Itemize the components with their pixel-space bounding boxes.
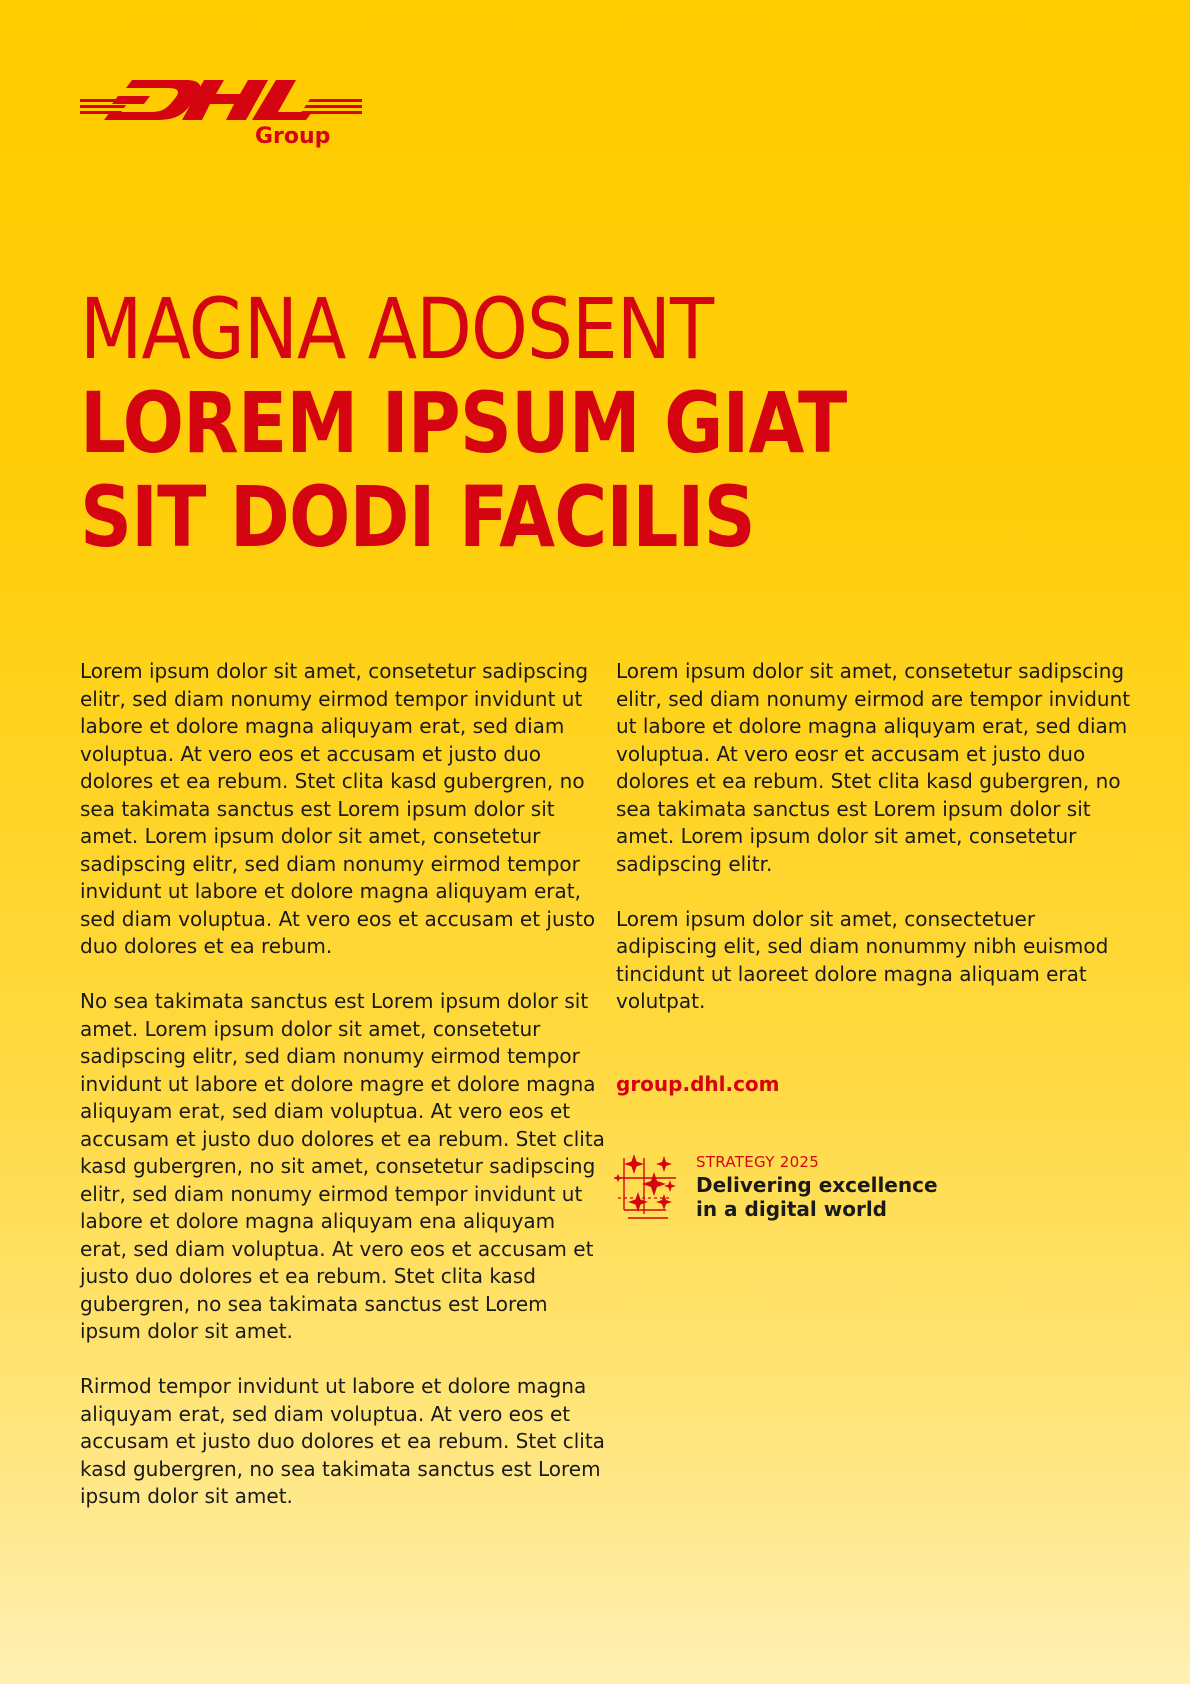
text-line: Lorem ipsum dolor sit amet, consectetuer xyxy=(616,906,1036,931)
text-line: Lorem ipsum dolor sit amet, consetetur sadipscing xyxy=(80,659,589,683)
paragraph xyxy=(616,658,1131,878)
text-line: kasd gubergren, no sea takimata sanctus est Lorem xyxy=(80,1456,601,1481)
strategy-badge xyxy=(614,1152,954,1222)
text-line: ipsum dolor sit amet. xyxy=(80,1319,293,1343)
text-line: invidunt ut labore et dolore magre et dolore magna xyxy=(80,1071,596,1096)
text-line: sed diam voluptua. At vero eos et accusam et justo xyxy=(80,906,596,931)
text-line: duo dolores et ea rebum. xyxy=(80,934,333,958)
text-line: Rirmod tempor invidunt ut labore et dolore magna xyxy=(80,1374,587,1398)
text-line: sea takimata sanctus est Lorem ipsum dolor sit xyxy=(80,796,555,821)
text-line: aliquyam erat, sed diam voluptua. At vero eos et xyxy=(80,1099,571,1123)
text-line: ipsum dolor sit amet. xyxy=(80,1484,293,1508)
text-line: labore et dolore magna aliquyam erat, sed diam xyxy=(80,714,565,738)
text-line: kasd gubergren, no sit amet, consetetur sadipscing xyxy=(80,1154,596,1178)
text-line: accusam et justo duo dolores et ea rebum. Stet clita xyxy=(80,1429,605,1453)
right-text-column xyxy=(616,658,1131,1043)
text-line: voluptua. At vero eos et accusam et justo duo xyxy=(80,741,541,766)
paragraph xyxy=(80,658,596,961)
text-line: labore et dolore magna aliquyam ena aliquyam xyxy=(80,1209,556,1233)
text-line: accusam et justo duo dolores et ea rebum. Stet clita xyxy=(80,1126,605,1151)
text-line: Lorem ipsum dolor sit amet, consetetur sadipscing xyxy=(616,659,1125,683)
text-line: invidunt ut labore et dolore magna aliquyam erat, xyxy=(80,879,581,903)
headline xyxy=(80,282,1080,564)
text-line: voluptua. At vero eosr et accusam et justo duo xyxy=(616,741,1086,766)
text-line: gubergren, no sea takimata sanctus est Lorem xyxy=(80,1291,548,1316)
text-line: justo duo dolores et ea rebum. Stet clita kasd xyxy=(80,1264,536,1288)
text-line: elitr, sed diam nonumy eirmod tempor invidunt ut xyxy=(80,1181,583,1206)
left-text-column xyxy=(80,658,605,1538)
logo-group-label: Group xyxy=(255,124,331,149)
text-line: adipiscing elit, sed diam nonummy nibh euismod xyxy=(616,934,1109,958)
dhl-logo-icon xyxy=(80,78,362,124)
text-line: erat, sed diam voluptua. At vero eos et accusam et xyxy=(80,1236,594,1261)
headline-title-line-2: SIT DODI FACILIS xyxy=(80,468,755,566)
text-line: sadipscing elitr, sed diam nonumy eirmod tempor xyxy=(80,1044,580,1068)
text-line: No sea takimata sanctus est Lorem ipsum dolor sit xyxy=(80,989,589,1013)
text-line: tincidunt ut laoreet dolore magna aliquam erat xyxy=(616,961,1087,986)
paragraph xyxy=(616,906,1116,1016)
headline-title-line-1: LOREM IPSUM GIAT xyxy=(80,374,847,472)
text-line: amet. Lorem ipsum dolor sit amet, consetetur xyxy=(80,824,541,848)
headline-kicker: MAGNA ADOSENT xyxy=(80,280,714,378)
text-line: amet. Lorem ipsum dolor sit amet, consetetur xyxy=(616,824,1077,848)
text-line: elitr, sed diam nonumy eirmod tempor invidunt ut xyxy=(80,686,583,711)
text-line: ut labore et dolore magna aliquyam erat, sed diam xyxy=(616,714,1128,738)
text-line: dolores et ea rebum. Stet clita kasd gubergren, no xyxy=(616,769,1121,793)
text-line: sadipscing elitr, sed diam nonumy eirmod tempor xyxy=(80,851,580,876)
text-line: amet. Lorem ipsum dolor sit amet, consetetur xyxy=(80,1016,541,1041)
text-line: volutpat. xyxy=(616,989,706,1013)
text-line: dolores et ea rebum. Stet clita kasd gubergren, no xyxy=(80,769,585,793)
text-line: aliquyam erat, sed diam voluptua. At vero eos et xyxy=(80,1401,571,1426)
strategy-title xyxy=(696,1173,938,1221)
strategy-title-line-1: Delivering excellence xyxy=(696,1173,938,1197)
strategy-kicker: STRATEGY 2025 xyxy=(696,1153,820,1171)
text-line: sea takimata sanctus est Lorem ipsum dolor sit xyxy=(616,796,1091,821)
text-line: sadipscing elitr. xyxy=(616,851,773,876)
paragraph xyxy=(80,988,605,1346)
website-link[interactable]: group.dhl.com xyxy=(616,1072,780,1096)
strategy-title-line-2: in a digital world xyxy=(696,1197,887,1221)
text-line: elitr, sed diam nonumy eirmod are tempor invidunt xyxy=(616,686,1131,711)
strategy-sparkle-icon xyxy=(614,1154,680,1222)
paragraph xyxy=(80,1373,605,1511)
dhl-group-logo xyxy=(80,78,362,156)
